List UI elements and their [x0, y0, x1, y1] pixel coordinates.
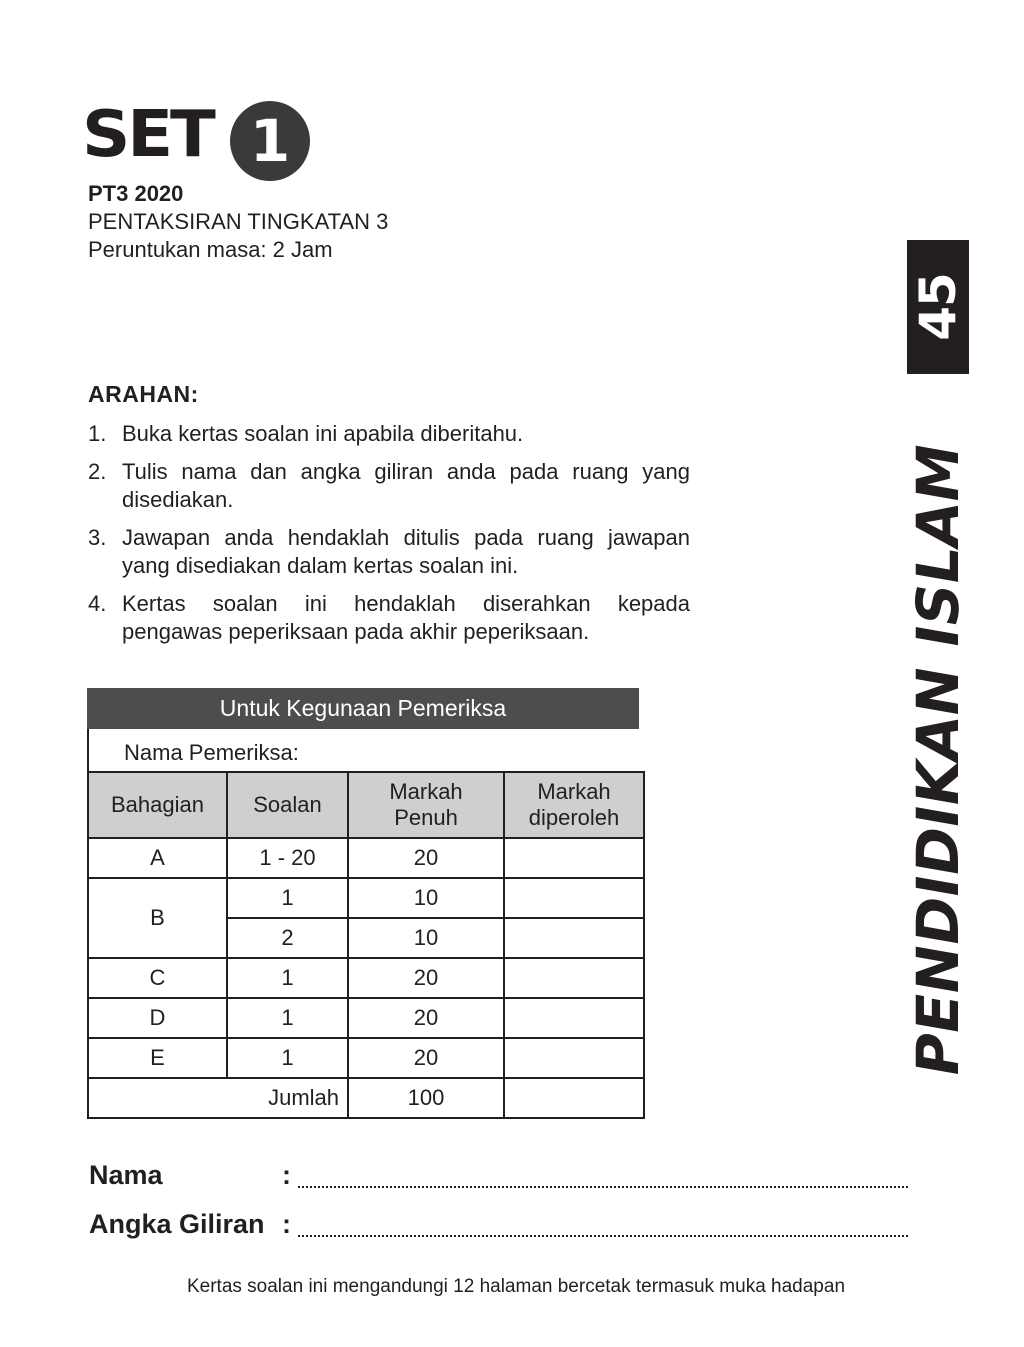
section-cell: D: [88, 998, 227, 1038]
column-header: Bahagian: [88, 772, 227, 838]
full-marks-cell: 20: [348, 838, 504, 878]
question-cell: 2: [227, 918, 348, 958]
instructions-list: [88, 420, 690, 656]
question-cell: 1 - 20: [227, 838, 348, 878]
question-cell: 1: [227, 878, 348, 918]
obtained-marks-cell[interactable]: [504, 998, 644, 1038]
column-header-text: Markah diperoleh: [528, 779, 620, 830]
section-cell: B: [88, 878, 227, 958]
examiner-name-row: [87, 729, 639, 771]
column-header: Soalan: [227, 772, 348, 838]
roll-number-label: Angka Giliran: [89, 1209, 265, 1239]
obtained-marks-cell[interactable]: [504, 838, 644, 878]
instruction-number: 1.: [88, 421, 107, 446]
full-marks-cell: 20: [348, 1038, 504, 1078]
column-header-text: Markah Penuh: [389, 779, 463, 830]
section-cell: A: [88, 838, 227, 878]
total-label: Jumlah: [88, 1078, 348, 1118]
table-row: [88, 998, 644, 1038]
name-field-colon: :: [282, 1160, 291, 1190]
total-obtained-cell[interactable]: [504, 1078, 644, 1118]
column-header: [504, 772, 644, 838]
question-cell: 1: [227, 998, 348, 1038]
subject-title-container: [904, 392, 973, 1128]
instruction-text: Tulis nama dan angka giliran anda pada ruang yang disediakan.: [122, 459, 690, 512]
obtained-marks-cell[interactable]: [504, 918, 644, 958]
table-header-row: [88, 772, 644, 838]
obtained-marks-cell[interactable]: [504, 1038, 644, 1078]
table-row: [88, 958, 644, 998]
question-cell: 1: [227, 958, 348, 998]
full-marks-cell: 20: [348, 958, 504, 998]
instruction-item: [88, 458, 690, 514]
name-field-line[interactable]: [298, 1186, 908, 1188]
instruction-number: 3.: [88, 525, 107, 550]
obtained-marks-cell[interactable]: [504, 878, 644, 918]
table-row: [88, 838, 644, 878]
exam-name: PENTAKSIRAN TINGKATAN 3: [88, 209, 389, 234]
footer-note: Kertas soalan ini mengandungi 12 halaman bercetak termasuk muka hadapan: [186, 1276, 846, 1297]
instruction-item: [88, 590, 690, 646]
obtained-marks-cell[interactable]: [504, 958, 644, 998]
total-marks-cell: 100: [348, 1078, 504, 1118]
full-marks-cell: 10: [348, 918, 504, 958]
subject-number: [907, 240, 969, 374]
full-marks-cell: 10: [348, 878, 504, 918]
instruction-text: Buka kertas soalan ini apabila diberitahu.: [122, 421, 524, 446]
roll-number-colon: :: [282, 1209, 291, 1239]
question-cell: 1: [227, 1038, 348, 1078]
set-title: SET: [82, 98, 213, 172]
instruction-number: 4.: [88, 591, 107, 616]
instructions-title: ARAHAN:: [88, 381, 199, 407]
examiner-name-label: Nama Pemeriksa:: [124, 740, 299, 765]
subject-title: PENDIDIKAN ISLAM: [904, 438, 973, 1082]
instruction-item: [88, 420, 690, 448]
exam-code: PT3 2020: [88, 181, 184, 206]
set-number-badge: 1: [230, 101, 310, 181]
instruction-item: [88, 524, 690, 580]
examiner-use-header: Untuk Kegunaan Pemeriksa: [87, 688, 639, 729]
marks-table: [87, 771, 645, 1119]
time-allocation: Peruntukan masa: 2 Jam: [88, 237, 333, 262]
instruction-text: Jawapan anda hendaklah ditulis pada ruang jawapan yang disediakan dalam kertas soalan ini.: [122, 525, 690, 578]
table-row: [88, 878, 644, 918]
section-cell: C: [88, 958, 227, 998]
instruction-number: 2.: [88, 459, 107, 484]
column-header: [348, 772, 504, 838]
section-cell: E: [88, 1038, 227, 1078]
table-row: [88, 1038, 644, 1078]
total-row: [88, 1078, 644, 1118]
instruction-text: Kertas soalan ini hendaklah diserahkan kepada pengawas peperiksaan pada akhir peperiksaan.: [122, 591, 690, 644]
full-marks-cell: 20: [348, 998, 504, 1038]
name-field-label: Nama: [89, 1160, 163, 1190]
subject-number-text: 45: [909, 273, 967, 341]
roll-number-line[interactable]: [298, 1235, 908, 1237]
